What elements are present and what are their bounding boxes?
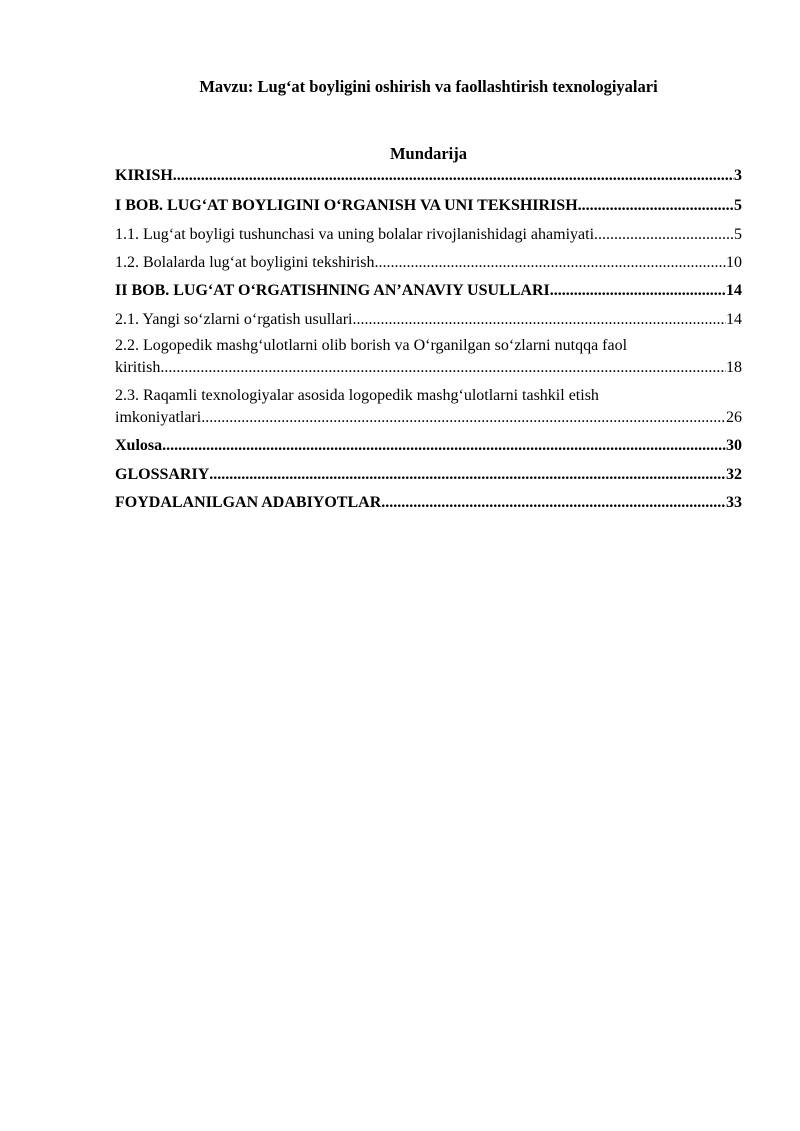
toc-leader-dots <box>375 252 726 274</box>
toc-leader-dots <box>201 407 726 429</box>
toc-page-number: 5 <box>734 226 742 243</box>
toc-entry-kirish[interactable] <box>115 165 742 187</box>
toc-page-number: 3 <box>734 167 742 184</box>
toc-entry-adabiyotlar[interactable] <box>115 492 742 514</box>
toc-leader-dots <box>381 492 726 514</box>
toc-entry-title-line1: 2.3. Raqamli texnologiyalar asosida logopedik mashg‘ulotlarni tashkil etish <box>115 387 599 404</box>
toc-entry-section-1-1[interactable] <box>115 224 742 246</box>
toc-entry-title: 1.1. Lug‘at boyligi tushunchasi va uning bolalar rivojlanishidagi ahamiyati <box>115 226 595 243</box>
toc-heading: Mundarija <box>389 144 467 163</box>
document-title: Mavzu: Lug‘at boyligini oshirish va faollashtirish texnologiyalari <box>199 77 658 96</box>
toc-entry-title: KIRISH <box>115 167 173 184</box>
toc-entry-title: imkoniyatlari <box>115 409 202 426</box>
toc-leader-dots <box>160 357 726 379</box>
toc-entry-title: I BOB. LUG‘AT BOYLIGINI O‘RGANISH VA UNI TEKSHIRISH <box>115 197 578 214</box>
toc-entry-section-1-2[interactable] <box>115 252 742 274</box>
toc-entry-glossariy[interactable] <box>115 464 742 486</box>
toc-page-number: 18 <box>726 359 742 376</box>
toc-entry-title-line1: 2.2. Logopedik mashg‘ulotlarni olib borish va O‘rganilgan so‘zlarni nutqqa faol <box>115 337 628 354</box>
toc-entry-title: Xulosa <box>115 437 163 454</box>
toc-leader-dots <box>578 195 734 217</box>
toc-page-number: 10 <box>726 254 742 271</box>
toc-page-number: 5 <box>734 197 742 214</box>
toc-entry-section-2-3[interactable] <box>115 385 742 429</box>
toc-page-number: 33 <box>726 494 742 511</box>
toc-entry-section-2-1[interactable] <box>115 309 742 331</box>
toc-leader-dots <box>173 165 734 187</box>
toc-page-number: 14 <box>726 311 742 328</box>
toc-leader-dots <box>550 280 726 302</box>
toc-entry-title: 2.1. Yangi so‘zlarni o‘rgatish usullari <box>115 311 353 328</box>
toc-entry-chapter-2[interactable] <box>115 280 742 302</box>
toc-page-number: 26 <box>726 409 742 426</box>
toc-leader-dots <box>209 464 726 486</box>
toc-entry-section-2-2[interactable] <box>115 335 742 379</box>
toc-entry-title: FOYDALANILGAN ADABIYOTLAR <box>115 494 382 511</box>
toc-entry-title: kiritish <box>115 359 161 376</box>
toc-leader-dots <box>162 435 726 457</box>
toc-leader-dots <box>352 309 726 331</box>
toc-entry-title: II BOB. LUG‘AT O‘RGATISHNING AN’ANAVIY USULLARI <box>115 282 550 299</box>
toc-leader-dots <box>594 224 734 246</box>
toc-page-number: 32 <box>726 466 742 483</box>
toc-entry-title: 1.2. Bolalarda lug‘at boyligini tekshirish <box>115 254 375 271</box>
toc-entry-xulosa[interactable] <box>115 435 742 457</box>
toc-entry-chapter-1[interactable] <box>115 195 742 217</box>
toc-page-number: 14 <box>726 282 742 299</box>
toc-page-number: 30 <box>726 437 742 454</box>
toc-entry-title: GLOSSARIY <box>115 466 210 483</box>
